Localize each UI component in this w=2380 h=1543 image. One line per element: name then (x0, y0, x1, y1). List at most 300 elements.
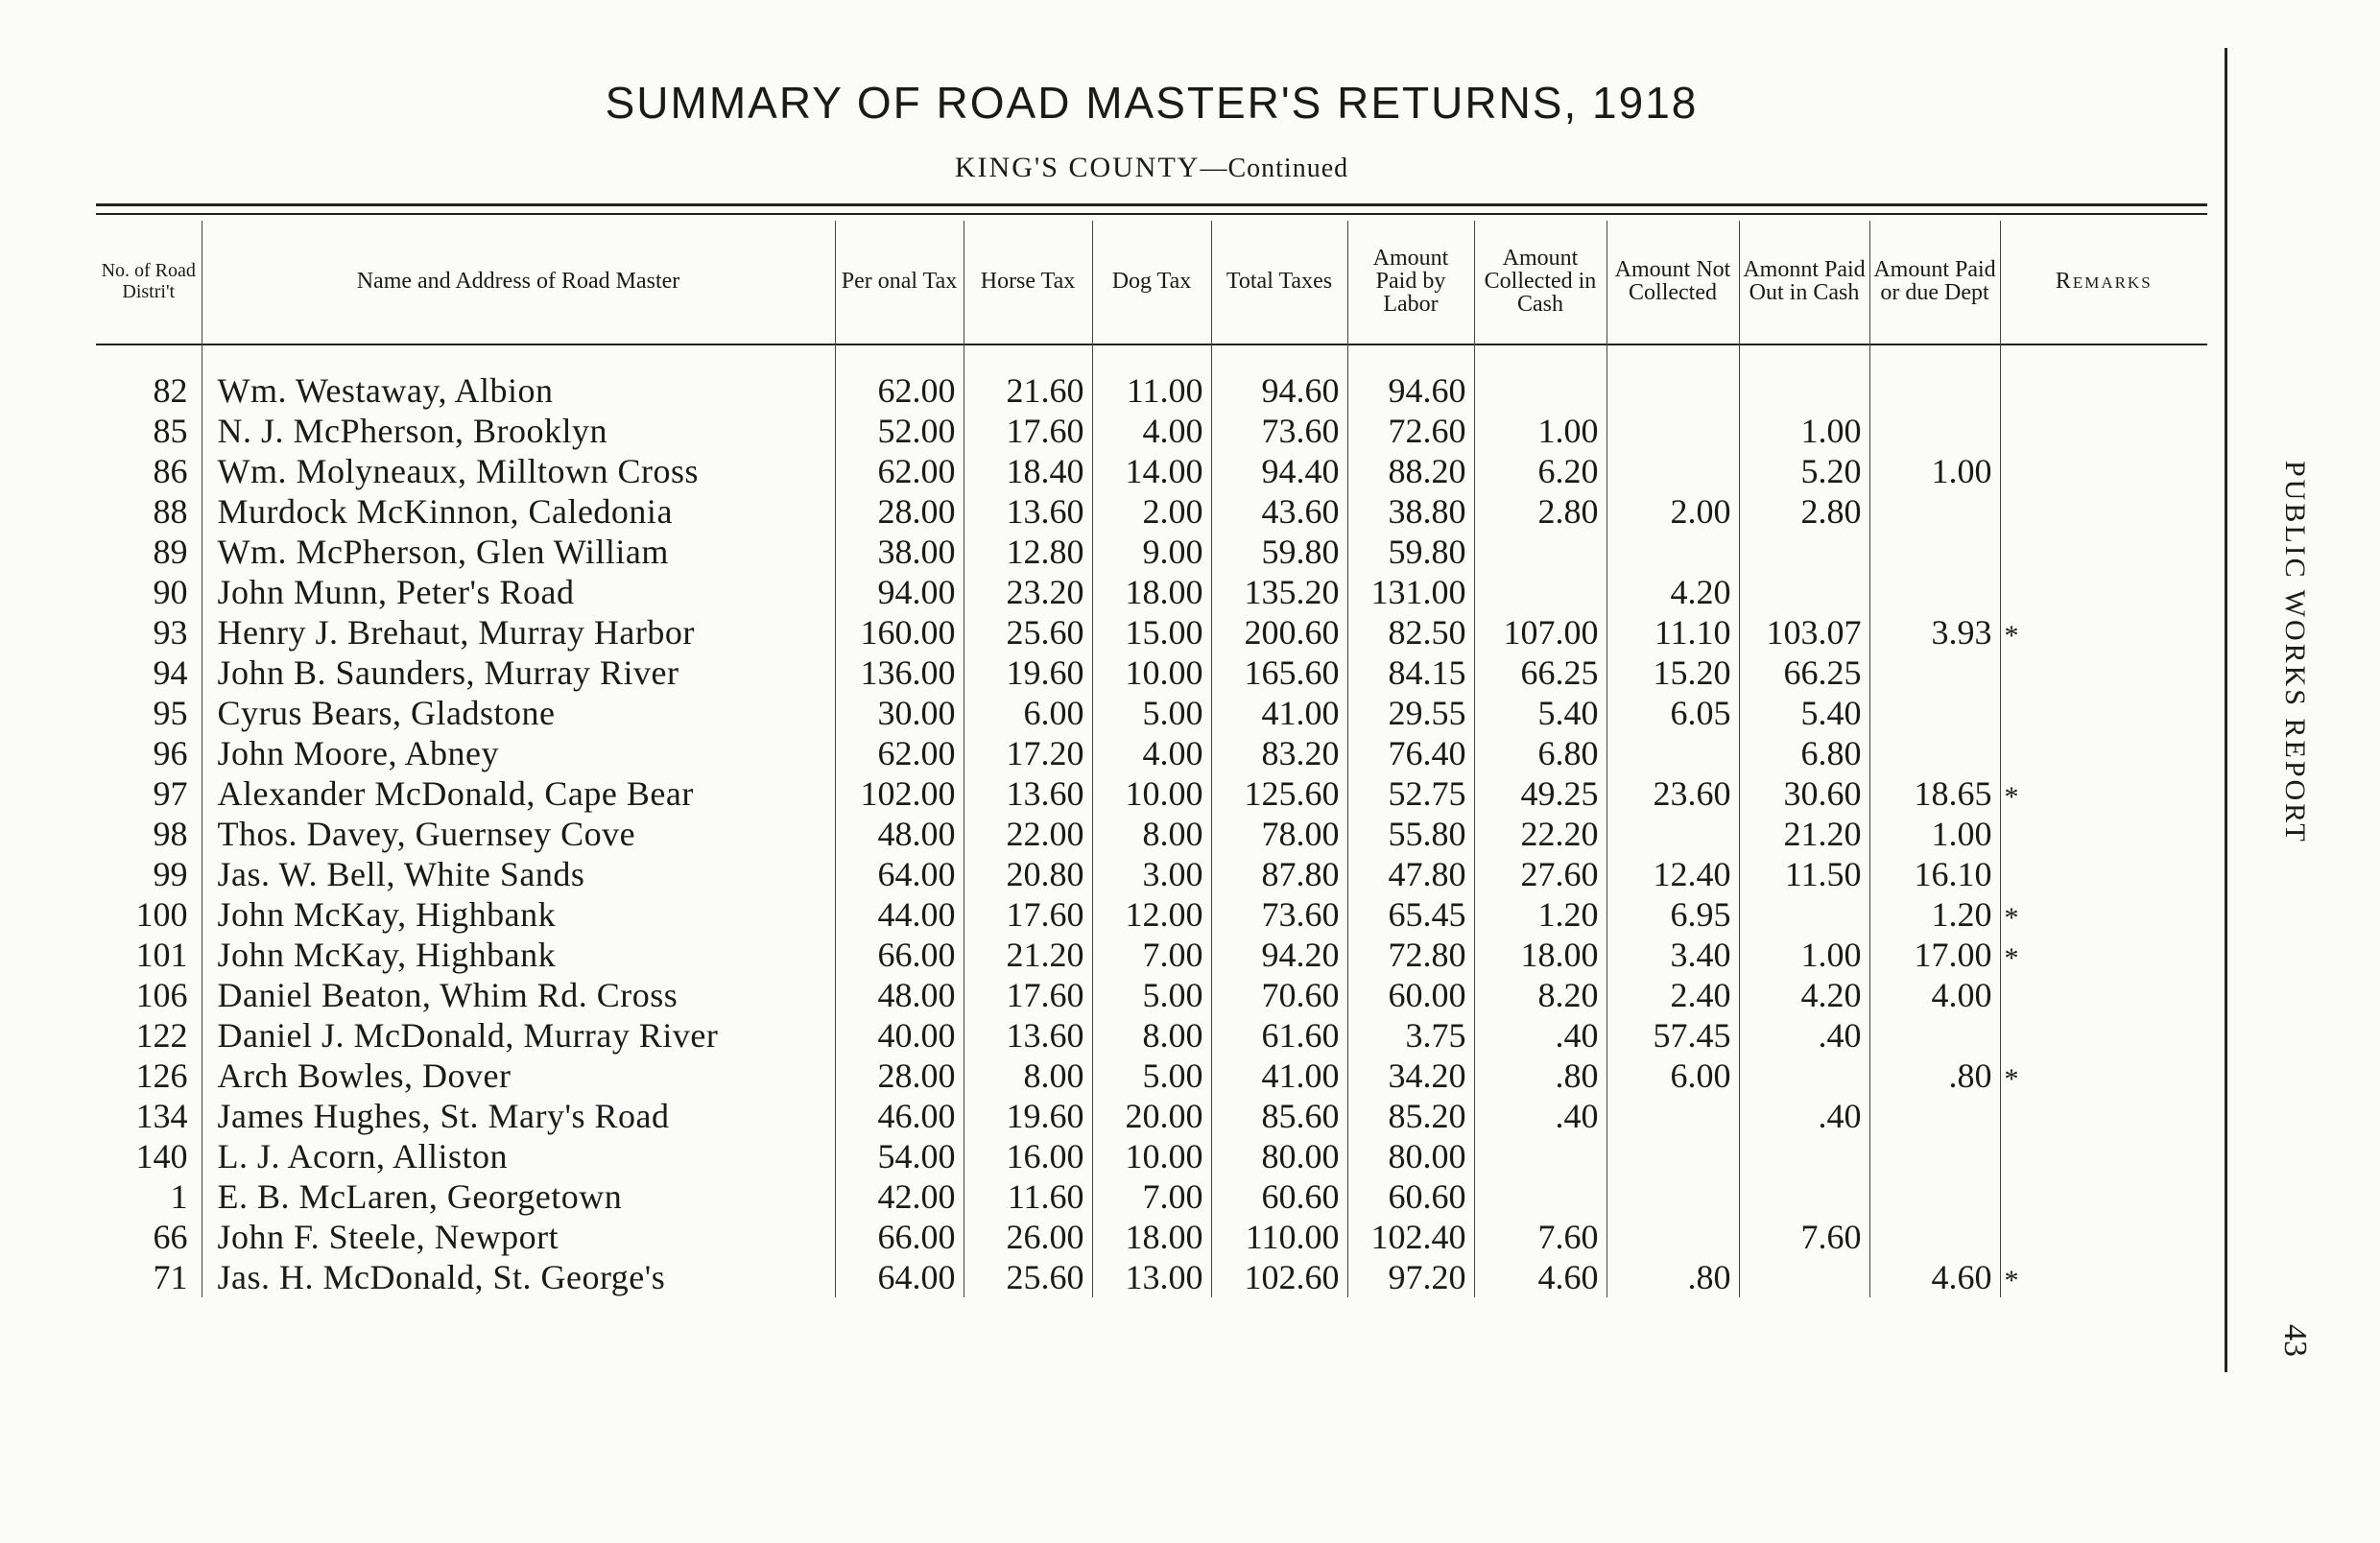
cell-not-collected: 11.10 (1606, 612, 1739, 653)
cell-not-collected (1606, 814, 1739, 854)
cell-total-taxes: 41.00 (1211, 693, 1347, 733)
cell-name-address: Arch Bowles, Dover (202, 1056, 835, 1096)
cell-collected-cash: 107.00 (1474, 612, 1606, 653)
cell-district-no: 66 (153, 1218, 188, 1256)
cell-collected-cash (1474, 1176, 1606, 1217)
cell-paid-out-cash: 4.20 (1739, 975, 1869, 1015)
cell-paid-by-labor: 34.20 (1347, 1056, 1474, 1096)
table-row (96, 612, 2207, 653)
table-row (96, 532, 2207, 572)
cell-dog-tax: 5.00 (1092, 693, 1211, 733)
cell-personal-tax: 62.00 (835, 451, 964, 491)
cell-collected-cash: 49.25 (1474, 773, 1606, 814)
cell-remarks (2000, 1217, 2207, 1257)
cell-personal-tax: 28.00 (835, 1056, 964, 1096)
cell-district-no: 85 (153, 412, 188, 450)
cell-horse-tax: 20.80 (964, 854, 1092, 894)
cell-personal-tax: 54.00 (835, 1136, 964, 1176)
cell-remarks (2000, 532, 2207, 572)
cell-paid-by-labor: 60.00 (1347, 975, 1474, 1015)
cell-name-address: Wm. Molyneaux, Milltown Cross (202, 451, 835, 491)
cell-not-collected: 4.20 (1606, 572, 1739, 612)
cell-paid-out-cash: 11.50 (1739, 854, 1869, 894)
cell-not-collected (1606, 1176, 1739, 1217)
cell-name-address: Daniel J. McDonald, Murray River (202, 1015, 835, 1056)
cell-name-address: James Hughes, St. Mary's Road (202, 1096, 835, 1136)
cell-collected-cash: .40 (1474, 1015, 1606, 1056)
header-rule (96, 203, 2207, 206)
cell-paid-due-dept: 1.20 (1869, 894, 2000, 935)
cell-remarks: * (2000, 773, 2207, 814)
cell-paid-by-labor: 47.80 (1347, 854, 1474, 894)
cell-not-collected (1606, 532, 1739, 572)
cell-horse-tax: 17.60 (964, 411, 1092, 451)
cell-district-no: 82 (153, 371, 188, 410)
cell-paid-out-cash (1739, 1056, 1869, 1096)
cell-remarks (2000, 572, 2207, 612)
cell-name-address: Jas. W. Bell, White Sands (202, 854, 835, 894)
cell-not-collected: 2.00 (1606, 491, 1739, 532)
table-row (96, 1096, 2207, 1136)
cell-personal-tax: 160.00 (835, 612, 964, 653)
cell-remarks: * (2000, 612, 2207, 653)
cell-district-no: 126 (135, 1056, 188, 1095)
cell-total-taxes: 41.00 (1211, 1056, 1347, 1096)
col-paid-due-dept: Amount Paid or due Dept (1869, 221, 2000, 342)
cell-paid-out-cash (1739, 572, 1869, 612)
cell-paid-due-dept: .80 (1869, 1056, 2000, 1096)
table-row (96, 1257, 2207, 1297)
table-row (96, 773, 2207, 814)
cell-collected-cash: 6.20 (1474, 451, 1606, 491)
cell-horse-tax: 17.60 (964, 975, 1092, 1015)
cell-paid-due-dept (1869, 370, 2000, 411)
cell-dog-tax: 3.00 (1092, 854, 1211, 894)
col-personal-tax: Per onal Tax (835, 221, 964, 342)
cell-dog-tax: 10.00 (1092, 1136, 1211, 1176)
table-row (96, 894, 2207, 935)
cell-personal-tax: 44.00 (835, 894, 964, 935)
cell-name-address: Thos. Davey, Guernsey Cove (202, 814, 835, 854)
cell-paid-by-labor: 88.20 (1347, 451, 1474, 491)
cell-dog-tax: 11.00 (1092, 370, 1211, 411)
cell-name-address: John McKay, Highbank (202, 894, 835, 935)
cell-remarks (2000, 1015, 2207, 1056)
cell-horse-tax: 8.00 (964, 1056, 1092, 1096)
cell-district-no: 71 (153, 1258, 188, 1296)
cell-not-collected (1606, 1136, 1739, 1176)
cell-paid-by-labor: 3.75 (1347, 1015, 1474, 1056)
cell-not-collected: 23.60 (1606, 773, 1739, 814)
returns-table (96, 221, 2207, 1297)
cell-paid-due-dept (1869, 1136, 2000, 1176)
cell-district-no: 93 (153, 613, 188, 652)
cell-total-taxes: 110.00 (1211, 1217, 1347, 1257)
cell-paid-out-cash (1739, 532, 1869, 572)
cell-paid-due-dept (1869, 693, 2000, 733)
cell-dog-tax: 20.00 (1092, 1096, 1211, 1136)
cell-paid-due-dept (1869, 653, 2000, 693)
cell-name-address: Cyrus Bears, Gladstone (202, 693, 835, 733)
cell-horse-tax: 16.00 (964, 1136, 1092, 1176)
cell-paid-by-labor: 65.45 (1347, 894, 1474, 935)
page-subtitle (0, 152, 2303, 184)
cell-paid-due-dept (1869, 733, 2000, 773)
cell-not-collected (1606, 733, 1739, 773)
cell-personal-tax: 62.00 (835, 733, 964, 773)
cell-collected-cash: 5.40 (1474, 693, 1606, 733)
cell-not-collected (1606, 1096, 1739, 1136)
cell-district-no: 1 (170, 1177, 188, 1216)
cell-district-no: 140 (135, 1137, 188, 1175)
cell-paid-out-cash: 7.60 (1739, 1217, 1869, 1257)
cell-collected-cash (1474, 572, 1606, 612)
col-paid-by-labor: Amount Paid by Labor (1347, 221, 1474, 342)
cell-paid-out-cash: 103.07 (1739, 612, 1869, 653)
table-row (96, 975, 2207, 1015)
cell-dog-tax: 4.00 (1092, 733, 1211, 773)
cell-collected-cash: 1.20 (1474, 894, 1606, 935)
table-row (96, 491, 2207, 532)
cell-name-address: L. J. Acorn, Alliston (202, 1136, 835, 1176)
cell-personal-tax: 52.00 (835, 411, 964, 451)
cell-dog-tax: 7.00 (1092, 935, 1211, 975)
table-row (96, 1136, 2207, 1176)
cell-personal-tax: 64.00 (835, 1257, 964, 1297)
table-row (96, 370, 2207, 411)
cell-name-address: E. B. McLaren, Georgetown (202, 1176, 835, 1217)
cell-district-no: 134 (135, 1097, 188, 1135)
table-row (96, 854, 2207, 894)
cell-paid-out-cash: .40 (1739, 1096, 1869, 1136)
cell-total-taxes: 59.80 (1211, 532, 1347, 572)
cell-paid-out-cash: 30.60 (1739, 773, 1869, 814)
cell-total-taxes: 70.60 (1211, 975, 1347, 1015)
cell-paid-due-dept (1869, 411, 2000, 451)
cell-not-collected: 6.05 (1606, 693, 1739, 733)
cell-district-no: 101 (135, 936, 188, 974)
cell-paid-by-labor: 38.80 (1347, 491, 1474, 532)
header-row (96, 221, 2207, 342)
cell-paid-out-cash (1739, 1136, 1869, 1176)
cell-not-collected: 6.95 (1606, 894, 1739, 935)
cell-paid-by-labor: 72.80 (1347, 935, 1474, 975)
col-collected-cash: Amount Collected in Cash (1474, 221, 1606, 342)
cell-paid-out-cash: 2.80 (1739, 491, 1869, 532)
cell-name-address: Alexander McDonald, Cape Bear (202, 773, 835, 814)
cell-collected-cash: 8.20 (1474, 975, 1606, 1015)
cell-remarks: * (2000, 1257, 2207, 1297)
cell-collected-cash: 18.00 (1474, 935, 1606, 975)
cell-dog-tax: 4.00 (1092, 411, 1211, 451)
cell-horse-tax: 13.60 (964, 491, 1092, 532)
col-name-address: Name and Address of Road Master (202, 221, 835, 342)
cell-dog-tax: 10.00 (1092, 773, 1211, 814)
cell-not-collected (1606, 370, 1739, 411)
cell-total-taxes: 43.60 (1211, 491, 1347, 532)
cell-paid-out-cash: 66.25 (1739, 653, 1869, 693)
cell-remarks (2000, 733, 2207, 773)
cell-remarks (2000, 814, 2207, 854)
cell-total-taxes: 61.60 (1211, 1015, 1347, 1056)
cell-dog-tax: 18.00 (1092, 1217, 1211, 1257)
cell-paid-by-labor: 72.60 (1347, 411, 1474, 451)
col-horse-tax: Horse Tax (964, 221, 1092, 342)
cell-horse-tax: 13.60 (964, 1015, 1092, 1056)
county-name: KING'S COUNTY (954, 152, 1201, 183)
cell-remarks: * (2000, 1056, 2207, 1096)
cell-collected-cash: 66.25 (1474, 653, 1606, 693)
table-row (96, 572, 2207, 612)
cell-horse-tax: 18.40 (964, 451, 1092, 491)
cell-total-taxes: 94.20 (1211, 935, 1347, 975)
cell-paid-due-dept (1869, 1096, 2000, 1136)
cell-name-address: John B. Saunders, Murray River (202, 653, 835, 693)
cell-district-no: 106 (135, 976, 188, 1014)
page-number: 43 (2277, 1324, 2313, 1357)
cell-personal-tax: 66.00 (835, 935, 964, 975)
cell-personal-tax: 48.00 (835, 814, 964, 854)
cell-total-taxes: 135.20 (1211, 572, 1347, 612)
cell-paid-due-dept: 17.00 (1869, 935, 2000, 975)
cell-dog-tax: 5.00 (1092, 1056, 1211, 1096)
table-row (96, 653, 2207, 693)
margin-rule (2225, 48, 2227, 1372)
cell-horse-tax: 11.60 (964, 1176, 1092, 1217)
cell-name-address: Wm. McPherson, Glen William (202, 532, 835, 572)
cell-personal-tax: 66.00 (835, 1217, 964, 1257)
col-remarks: Remarks (2000, 221, 2207, 342)
cell-horse-tax: 23.20 (964, 572, 1092, 612)
cell-remarks: * (2000, 935, 2207, 975)
cell-dog-tax: 15.00 (1092, 612, 1211, 653)
cell-total-taxes: 85.60 (1211, 1096, 1347, 1136)
cell-district-no: 89 (153, 533, 188, 571)
cell-paid-due-dept: 16.10 (1869, 854, 2000, 894)
cell-district-no: 122 (135, 1016, 188, 1055)
cell-horse-tax: 25.60 (964, 1257, 1092, 1297)
cell-paid-due-dept (1869, 1217, 2000, 1257)
cell-personal-tax: 102.00 (835, 773, 964, 814)
cell-collected-cash (1474, 1136, 1606, 1176)
cell-personal-tax: 30.00 (835, 693, 964, 733)
cell-dog-tax: 5.00 (1092, 975, 1211, 1015)
cell-paid-by-labor: 52.75 (1347, 773, 1474, 814)
cell-dog-tax: 2.00 (1092, 491, 1211, 532)
table-row (96, 935, 2207, 975)
cell-remarks (2000, 370, 2207, 411)
table-row (96, 451, 2207, 491)
cell-paid-out-cash (1739, 370, 1869, 411)
cell-name-address: N. J. McPherson, Brooklyn (202, 411, 835, 451)
cell-district-no: 90 (153, 573, 188, 611)
cell-paid-out-cash: 5.40 (1739, 693, 1869, 733)
cell-personal-tax: 28.00 (835, 491, 964, 532)
cell-not-collected: 15.20 (1606, 653, 1739, 693)
cell-personal-tax: 42.00 (835, 1176, 964, 1217)
cell-paid-by-labor: 55.80 (1347, 814, 1474, 854)
cell-personal-tax: 64.00 (835, 854, 964, 894)
cell-total-taxes: 83.20 (1211, 733, 1347, 773)
col-total-taxes: Total Taxes (1211, 221, 1347, 342)
cell-paid-due-dept (1869, 491, 2000, 532)
cell-horse-tax: 22.00 (964, 814, 1092, 854)
cell-horse-tax: 21.20 (964, 935, 1092, 975)
cell-dog-tax: 12.00 (1092, 894, 1211, 935)
cell-district-no: 99 (153, 855, 188, 893)
cell-district-no: 88 (153, 492, 188, 531)
cell-not-collected: .80 (1606, 1257, 1739, 1297)
cell-collected-cash: 27.60 (1474, 854, 1606, 894)
cell-paid-by-labor: 84.15 (1347, 653, 1474, 693)
cell-personal-tax: 62.00 (835, 370, 964, 411)
cell-paid-due-dept (1869, 572, 2000, 612)
cell-total-taxes: 102.60 (1211, 1257, 1347, 1297)
cell-paid-out-cash: 1.00 (1739, 935, 1869, 975)
cell-total-taxes: 94.40 (1211, 451, 1347, 491)
cell-paid-due-dept: 1.00 (1869, 814, 2000, 854)
cell-total-taxes: 94.60 (1211, 370, 1347, 411)
cell-remarks (2000, 653, 2207, 693)
cell-collected-cash: 6.80 (1474, 733, 1606, 773)
cell-name-address: Murdock McKinnon, Caledonia (202, 491, 835, 532)
cell-total-taxes: 73.60 (1211, 411, 1347, 451)
cell-paid-by-labor: 82.50 (1347, 612, 1474, 653)
cell-paid-due-dept: 18.65 (1869, 773, 2000, 814)
cell-total-taxes: 80.00 (1211, 1136, 1347, 1176)
cell-remarks (2000, 854, 2207, 894)
cell-not-collected: 57.45 (1606, 1015, 1739, 1056)
cell-total-taxes: 73.60 (1211, 894, 1347, 935)
cell-collected-cash: 1.00 (1474, 411, 1606, 451)
cell-name-address: John McKay, Highbank (202, 935, 835, 975)
cell-total-taxes: 87.80 (1211, 854, 1347, 894)
cell-not-collected: 12.40 (1606, 854, 1739, 894)
cell-not-collected: 6.00 (1606, 1056, 1739, 1096)
cell-paid-out-cash: 21.20 (1739, 814, 1869, 854)
cell-horse-tax: 17.20 (964, 733, 1092, 773)
col-dog-tax: Dog Tax (1092, 221, 1211, 342)
cell-dog-tax: 9.00 (1092, 532, 1211, 572)
cell-paid-out-cash: 6.80 (1739, 733, 1869, 773)
cell-horse-tax: 26.00 (964, 1217, 1092, 1257)
cell-not-collected: 2.40 (1606, 975, 1739, 1015)
cell-total-taxes: 125.60 (1211, 773, 1347, 814)
cell-collected-cash: 22.20 (1474, 814, 1606, 854)
spacer-row (96, 342, 2207, 370)
cell-district-no: 94 (153, 653, 188, 692)
cell-dog-tax: 8.00 (1092, 814, 1211, 854)
cell-paid-due-dept (1869, 1015, 2000, 1056)
cell-paid-out-cash (1739, 894, 1869, 935)
table-row (96, 411, 2207, 451)
cell-paid-due-dept (1869, 532, 2000, 572)
cell-paid-by-labor: 102.40 (1347, 1217, 1474, 1257)
cell-name-address: Daniel Beaton, Whim Rd. Cross (202, 975, 835, 1015)
cell-paid-by-labor: 60.60 (1347, 1176, 1474, 1217)
cell-remarks (2000, 693, 2207, 733)
cell-remarks (2000, 975, 2207, 1015)
cell-paid-out-cash: 5.20 (1739, 451, 1869, 491)
cell-collected-cash (1474, 532, 1606, 572)
cell-horse-tax: 12.80 (964, 532, 1092, 572)
page-title: SUMMARY OF ROAD MASTER'S RETURNS, 1918 (605, 78, 1699, 128)
table-row (96, 814, 2207, 854)
cell-total-taxes: 60.60 (1211, 1176, 1347, 1217)
cell-total-taxes: 165.60 (1211, 653, 1347, 693)
cell-not-collected: 3.40 (1606, 935, 1739, 975)
cell-paid-by-labor: 29.55 (1347, 693, 1474, 733)
header-rule-thin (96, 213, 2207, 215)
cell-personal-tax: 38.00 (835, 532, 964, 572)
cell-paid-due-dept: 4.60 (1869, 1257, 2000, 1297)
cell-horse-tax: 25.60 (964, 612, 1092, 653)
cell-remarks (2000, 451, 2207, 491)
cell-personal-tax: 48.00 (835, 975, 964, 1015)
cell-total-taxes: 78.00 (1211, 814, 1347, 854)
cell-paid-out-cash (1739, 1176, 1869, 1217)
cell-name-address: Henry J. Brehaut, Murray Harbor (202, 612, 835, 653)
cell-remarks (2000, 1096, 2207, 1136)
cell-personal-tax: 46.00 (835, 1096, 964, 1136)
col-paid-out-cash: Amonnt Paid Out in Cash (1739, 221, 1869, 342)
cell-paid-by-labor: 97.20 (1347, 1257, 1474, 1297)
cell-remarks (2000, 491, 2207, 532)
cell-paid-by-labor: 94.60 (1347, 370, 1474, 411)
cell-collected-cash: 2.80 (1474, 491, 1606, 532)
continued-label: —Continued (1200, 154, 1349, 183)
cell-dog-tax: 13.00 (1092, 1257, 1211, 1297)
cell-collected-cash (1474, 370, 1606, 411)
cell-paid-by-labor: 76.40 (1347, 733, 1474, 773)
cell-remarks (2000, 411, 2207, 451)
cell-name-address: Jas. H. McDonald, St. George's (202, 1257, 835, 1297)
cell-not-collected (1606, 451, 1739, 491)
cell-collected-cash: 7.60 (1474, 1217, 1606, 1257)
table-row (96, 733, 2207, 773)
cell-paid-out-cash: .40 (1739, 1015, 1869, 1056)
col-district-no: No. of Road Distri't (101, 260, 196, 302)
cell-horse-tax: 13.60 (964, 773, 1092, 814)
cell-horse-tax: 21.60 (964, 370, 1092, 411)
cell-personal-tax: 40.00 (835, 1015, 964, 1056)
cell-paid-by-labor: 85.20 (1347, 1096, 1474, 1136)
cell-horse-tax: 6.00 (964, 693, 1092, 733)
cell-horse-tax: 19.60 (964, 1096, 1092, 1136)
side-label: PUBLIC WORKS REPORT (2279, 461, 2311, 844)
cell-collected-cash: .40 (1474, 1096, 1606, 1136)
table-row (96, 1015, 2207, 1056)
cell-paid-by-labor: 80.00 (1347, 1136, 1474, 1176)
cell-name-address: John F. Steele, Newport (202, 1217, 835, 1257)
cell-district-no: 95 (153, 694, 188, 732)
col-not-collected: Amount Not Collected (1606, 221, 1739, 342)
cell-paid-out-cash (1739, 1257, 1869, 1297)
cell-remarks: * (2000, 894, 2207, 935)
cell-collected-cash: .80 (1474, 1056, 1606, 1096)
table-row (96, 1217, 2207, 1257)
cell-paid-due-dept: 3.93 (1869, 612, 2000, 653)
cell-horse-tax: 19.60 (964, 653, 1092, 693)
cell-collected-cash: 4.60 (1474, 1257, 1606, 1297)
cell-remarks (2000, 1136, 2207, 1176)
cell-personal-tax: 94.00 (835, 572, 964, 612)
cell-paid-due-dept: 1.00 (1869, 451, 2000, 491)
cell-personal-tax: 136.00 (835, 653, 964, 693)
cell-paid-by-labor: 59.80 (1347, 532, 1474, 572)
cell-paid-by-labor: 131.00 (1347, 572, 1474, 612)
cell-paid-due-dept: 4.00 (1869, 975, 2000, 1015)
